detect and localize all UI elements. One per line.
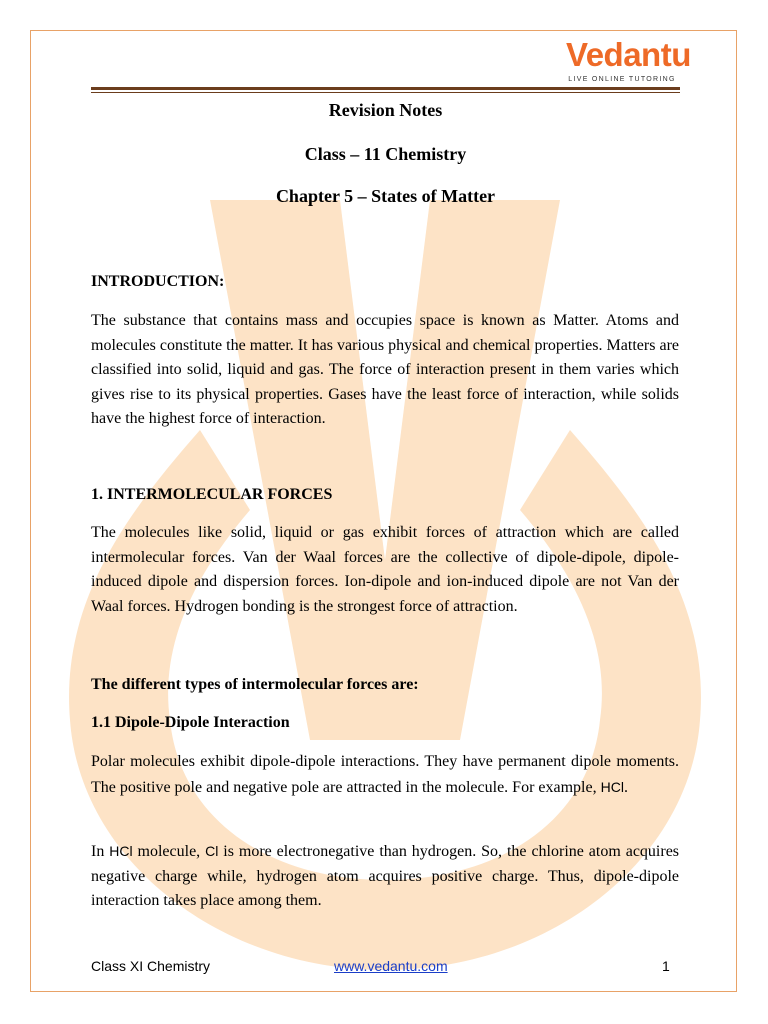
footer-website-link[interactable]: www.vedantu.com bbox=[334, 958, 448, 974]
formula-hcl: HCl bbox=[109, 843, 133, 859]
paragraph-text: is more electronegative than hydrogen. So, the chlorine atom acquires negative charge while, hydrogen atom acquires positive charge. Thus, dipole-dipole interaction takes place among them. bbox=[91, 843, 680, 909]
class-title: Class – 11 Chemistry bbox=[304, 144, 467, 164]
dipole-dipole-paragraph-1 bbox=[91, 750, 679, 800]
paragraph-text: molecule, bbox=[132, 843, 206, 860]
page-number: 1 bbox=[662, 958, 670, 974]
logo-wordmark: Vedantu bbox=[566, 36, 691, 73]
page-title: Revision Notes bbox=[328, 100, 443, 120]
types-heading: The different types of intermolecular forces are: bbox=[91, 676, 419, 693]
paragraph-text: . bbox=[623, 778, 628, 796]
intermolecular-forces-paragraph: The molecules like solid, liquid or gas exhibit forces of attraction which are called intermolecular forces. Van der Waal forces are the collective of dipole-dipole, dipole-induced dipole and dispersion forces. Ion-dipole and ion-induced dipole are not Van der Waal forces. Hydrogen bonding is the strongest force of attraction. bbox=[91, 524, 679, 615]
paragraph-text: Polar molecules exhibit dipole-dipole interactions. They have permanent dipole moments. The positive pole and negative pole are attracted in the molecule. For example, bbox=[91, 753, 679, 796]
header-rule-thick bbox=[91, 87, 680, 90]
paragraph-text: In bbox=[91, 843, 110, 860]
dipole-dipole-heading: 1.1 Dipole-Dipole Interaction bbox=[91, 714, 290, 731]
dipole-dipole-paragraph-2 bbox=[91, 839, 679, 914]
intermolecular-forces-heading: 1. INTERMOLECULAR FORCES bbox=[91, 486, 333, 503]
formula-cl: Cl bbox=[205, 843, 219, 859]
header-rule-thin bbox=[91, 92, 680, 93]
introduction-heading: INTRODUCTION: bbox=[91, 273, 225, 290]
vedantu-logo bbox=[566, 36, 691, 83]
logo-tagline: LIVE ONLINE TUTORING bbox=[568, 76, 676, 83]
footer-class-label: Class XI Chemistry bbox=[91, 958, 211, 974]
chapter-title: Chapter 5 – States of Matter bbox=[275, 186, 496, 206]
formula-hcl: HCl bbox=[600, 778, 624, 795]
introduction-paragraph: The substance that contains mass and occupies space is known as Matter. Atoms and molecules constitute the matter. It has various physical and chemical properties. Matters are classified into solid, liquid and gas. The force of interaction present in them varies which gives rise to its physical properties. Gases have the least force of interaction, while solids have the highest force of interaction. bbox=[91, 312, 679, 427]
